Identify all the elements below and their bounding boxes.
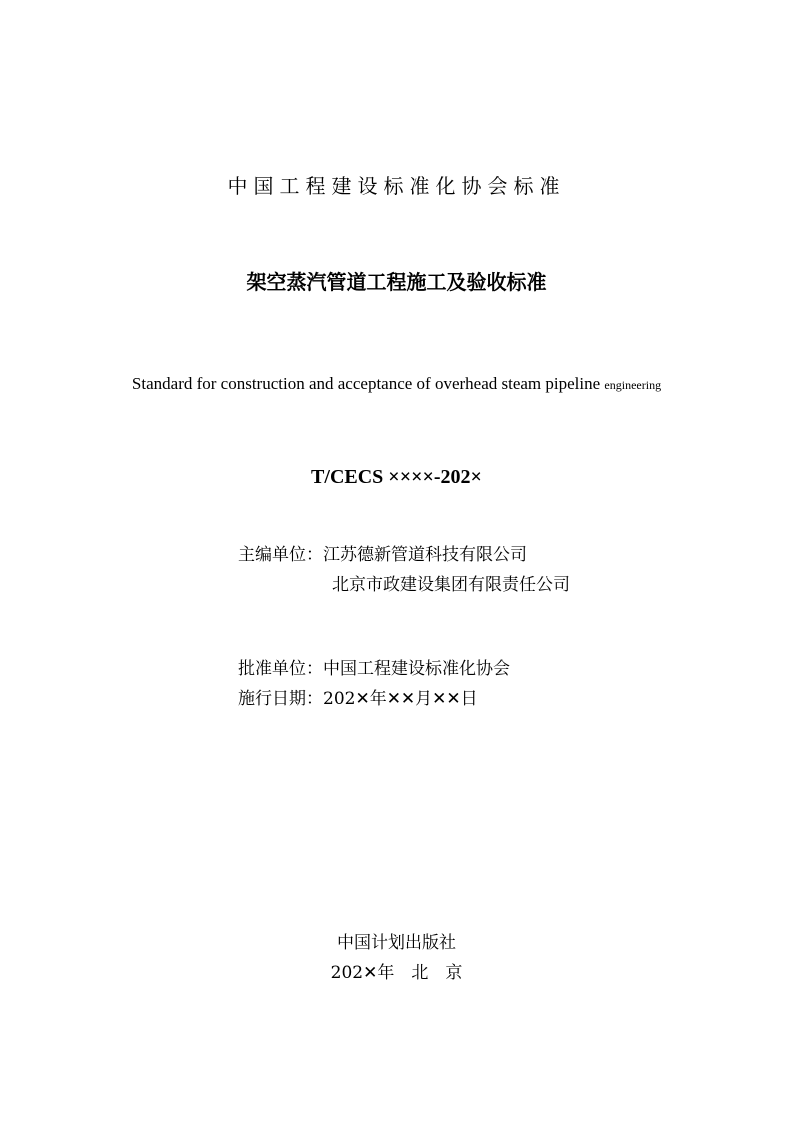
- standard-code: T/CECS ××××-202×: [311, 466, 482, 488]
- approver-row: [238, 654, 510, 679]
- effective-date-row: [238, 684, 478, 709]
- publisher-year-place: 202✕年 北 京: [330, 963, 463, 983]
- approver-value: 中国工程建设标准化协会: [323, 659, 510, 679]
- title-english-small: engineering: [604, 378, 662, 392]
- effective-date-value: 202✕年✕✕月✕✕日: [323, 689, 478, 709]
- editor-row: [238, 540, 527, 565]
- title-english: [0, 374, 793, 394]
- org-header: 中国工程建设标准化协会标准: [227, 174, 566, 198]
- title-chinese: 架空蒸汽管道工程施工及验收标准: [246, 270, 547, 294]
- effective-date-label: 施行日期：: [238, 689, 323, 709]
- title-english-main: Standard for construction and acceptance of overhead steam pipeline: [131, 374, 601, 393]
- editor-row-2: [332, 570, 570, 595]
- publisher-name: 中国计划出版社: [337, 933, 456, 953]
- editor-2: 北京市政建设集团有限责任公司: [332, 575, 570, 595]
- editor-1: 江苏德新管道科技有限公司: [323, 545, 527, 565]
- approver-label: 批准单位：: [238, 659, 323, 679]
- editor-label: 主编单位：: [238, 545, 323, 565]
